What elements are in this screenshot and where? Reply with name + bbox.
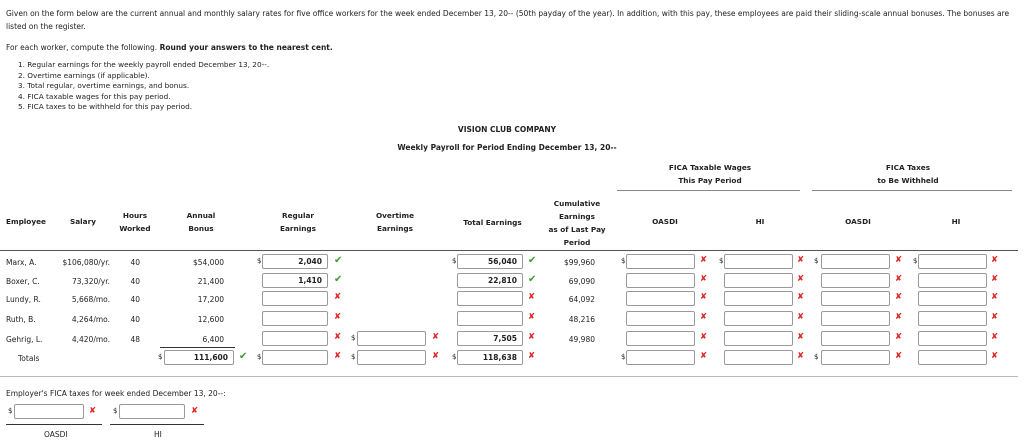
dollar-sign: $ xyxy=(621,257,626,265)
incorrect-icon: ✘ xyxy=(991,274,999,284)
hours-value: 48 xyxy=(130,335,140,344)
dollar-sign: $ xyxy=(351,353,356,361)
hi-wages-input[interactable] xyxy=(724,291,793,306)
header-rule xyxy=(0,250,1018,251)
employee-name: Ruth, B. xyxy=(6,315,36,324)
hours-value: 40 xyxy=(130,315,140,324)
col-regular: Regular Earnings xyxy=(280,211,316,233)
fica-taxes-header: FICA Taxes to Be Withheld xyxy=(877,163,939,185)
col-total: Total Earnings xyxy=(463,218,522,227)
employee-name: Lundy, R. xyxy=(6,295,41,304)
incorrect-icon: ✘ xyxy=(991,255,999,265)
instruction xyxy=(6,43,333,52)
dollar-sign: $ xyxy=(113,407,118,415)
overtime-earnings-input[interactable] xyxy=(357,331,426,346)
employee-name: Marx, A. xyxy=(6,258,37,267)
incorrect-icon: ✘ xyxy=(528,332,536,342)
regular-earnings-input[interactable]: 2,040 xyxy=(262,254,328,269)
oasdi-wages-input[interactable] xyxy=(626,291,695,306)
col-hi-wages: HI xyxy=(755,217,765,226)
overtime-total-input[interactable] xyxy=(357,350,426,365)
hi-wages-input[interactable] xyxy=(724,331,793,346)
incorrect-icon: ✘ xyxy=(797,312,805,322)
hi-tax-total-input[interactable] xyxy=(918,350,987,365)
steps-list xyxy=(18,60,269,113)
cumulative-value: $99,960 xyxy=(563,258,595,267)
correct-icon: ✔ xyxy=(239,351,248,362)
total-earnings-input[interactable]: 22,810 xyxy=(457,273,523,288)
incorrect-icon: ✘ xyxy=(700,255,708,265)
cumulative-value: 49,980 xyxy=(568,335,595,344)
company-title: VISION CLUB COMPANY xyxy=(457,125,557,134)
incorrect-icon: ✘ xyxy=(334,292,342,302)
col-hi-tax: HI xyxy=(951,217,961,226)
incorrect-icon: ✘ xyxy=(334,351,342,361)
hours-value: 40 xyxy=(130,258,140,267)
oasdi-wages-input[interactable] xyxy=(626,273,695,288)
employee-name: Boxer, C. xyxy=(6,277,40,286)
correct-icon: ✔ xyxy=(528,255,537,266)
incorrect-icon: ✘ xyxy=(334,312,342,322)
bonus-value: 21,400 xyxy=(197,277,224,286)
dollar-sign: $ xyxy=(351,334,356,342)
step-item: 1. Regular earnings for the weekly payroll ended December 13, 20--. xyxy=(18,60,270,69)
employer-oasdi-input[interactable] xyxy=(14,404,84,419)
salary-value: $106,080/yr. xyxy=(62,258,110,267)
incorrect-icon: ✘ xyxy=(797,292,805,302)
incorrect-icon: ✘ xyxy=(895,255,903,265)
regular-earnings-input[interactable] xyxy=(262,331,328,346)
incorrect-icon: ✘ xyxy=(991,292,999,302)
col-oasdi-wages: OASDI xyxy=(652,217,678,226)
bonus-total-input[interactable]: 111,600 xyxy=(164,350,234,365)
incorrect-icon: ✘ xyxy=(700,351,708,361)
employer-fica-label: Employer's FICA taxes for week ended December 13, 20--: xyxy=(6,389,226,398)
hours-value: 40 xyxy=(130,277,140,286)
col-hours: Hours Worked xyxy=(119,211,151,233)
incorrect-icon: ✘ xyxy=(991,351,999,361)
fica-wages-header: FICA Taxable Wages This Pay Period xyxy=(668,163,752,185)
oasdi-wages-input[interactable] xyxy=(626,311,695,326)
incorrect-icon: ✘ xyxy=(432,332,440,342)
dollar-sign: $ xyxy=(257,353,262,361)
underline xyxy=(6,424,102,425)
cumulative-value: 64,092 xyxy=(568,295,595,304)
incorrect-icon: ✘ xyxy=(797,351,805,361)
hi-wages-input[interactable] xyxy=(724,311,793,326)
incorrect-icon: ✘ xyxy=(528,312,536,322)
oasdi-wages-input[interactable] xyxy=(626,331,695,346)
oasdi-wages-total-input[interactable] xyxy=(626,350,695,365)
dollar-sign: $ xyxy=(452,353,457,361)
step-item: 3. Total regular, overtime earnings, and bonus. xyxy=(18,81,190,90)
col-oasdi-tax: OASDI xyxy=(845,217,871,226)
totals-label: Totals xyxy=(18,354,40,363)
col-employee: Employee xyxy=(6,217,46,226)
incorrect-icon: ✘ xyxy=(797,274,805,284)
correct-icon: ✔ xyxy=(334,274,343,285)
incorrect-icon: ✘ xyxy=(528,292,536,302)
incorrect-icon: ✘ xyxy=(895,332,903,342)
incorrect-icon: ✘ xyxy=(895,292,903,302)
col-cumulative: Cumulative Earnings as of Last Pay Period xyxy=(548,199,606,247)
dollar-sign: $ xyxy=(8,407,13,415)
col-bonus: Annual Bonus xyxy=(186,211,216,233)
correct-icon: ✔ xyxy=(334,255,343,266)
divider xyxy=(617,190,800,191)
dollar-sign: $ xyxy=(621,353,626,361)
total-earnings-input[interactable] xyxy=(457,311,523,326)
incorrect-icon: ✘ xyxy=(895,351,903,361)
salary-value: 5,668/mo. xyxy=(71,295,110,304)
underline xyxy=(160,347,235,348)
employer-hi-label: HI xyxy=(154,430,162,439)
footer-rule xyxy=(0,376,1018,377)
salary-value: 4,420/mo. xyxy=(71,335,110,344)
total-earnings-input[interactable]: 7,505 xyxy=(457,331,523,346)
intro-text: Given on the form below are the current annual and monthly salary rates for five office workers for the week ended December 13, 20-- (50th payday of the year). In addition, with this pay, these employees are paid their sliding-scale annual bonuses. The bonuses are listed on the register. xyxy=(6,9,1010,31)
dollar-sign: $ xyxy=(814,257,819,265)
correct-icon: ✔ xyxy=(528,274,537,285)
dollar-sign: $ xyxy=(719,257,724,265)
divider xyxy=(812,190,1012,191)
hi-tax-input[interactable] xyxy=(918,273,987,288)
incorrect-icon: ✘ xyxy=(895,312,903,322)
incorrect-icon: ✘ xyxy=(797,332,805,342)
incorrect-icon: ✘ xyxy=(700,332,708,342)
instruction-bold: Round your answers to the nearest cent. xyxy=(159,43,333,52)
incorrect-icon: ✘ xyxy=(334,332,342,342)
total-earnings-total-input[interactable]: 118,638 xyxy=(457,350,523,365)
incorrect-icon: ✘ xyxy=(700,274,708,284)
period-title: Weekly Payroll for Period Ending December 13, 20-- xyxy=(397,143,617,152)
oasdi-tax-input[interactable] xyxy=(821,331,890,346)
bonus-value: $54,000 xyxy=(192,258,224,267)
incorrect-icon: ✘ xyxy=(991,332,999,342)
incorrect-icon: ✘ xyxy=(895,274,903,284)
bonus-value: 17,200 xyxy=(197,295,224,304)
hi-tax-input[interactable] xyxy=(918,331,987,346)
underline xyxy=(110,424,204,425)
incorrect-icon: ✘ xyxy=(89,406,97,416)
employer-hi-input[interactable] xyxy=(119,404,185,419)
col-overtime: Overtime Earnings xyxy=(375,211,415,233)
incorrect-icon: ✘ xyxy=(432,351,440,361)
oasdi-tax-total-input[interactable] xyxy=(821,350,890,365)
bonus-value: 6,400 xyxy=(202,335,224,344)
incorrect-icon: ✘ xyxy=(191,406,199,416)
hours-value: 40 xyxy=(130,295,140,304)
step-item: 2. Overtime earnings (if applicable). xyxy=(18,70,150,80)
cumulative-value: 69,090 xyxy=(568,277,595,286)
employer-oasdi-label: OASDI xyxy=(44,430,68,439)
dollar-sign: $ xyxy=(158,353,163,361)
incorrect-icon: ✘ xyxy=(700,292,708,302)
col-salary: Salary xyxy=(70,217,96,226)
hi-wages-input[interactable] xyxy=(724,254,793,269)
incorrect-icon: ✘ xyxy=(528,351,536,361)
oasdi-wages-input[interactable] xyxy=(626,254,695,269)
step-item: 5. FICA taxes to be withheld for this pay period. xyxy=(18,102,193,111)
oasdi-tax-input[interactable] xyxy=(821,254,890,269)
hi-wages-total-input[interactable] xyxy=(724,350,793,365)
regular-earnings-input[interactable]: 1,410 xyxy=(262,273,328,288)
dollar-sign: $ xyxy=(257,257,262,265)
regular-earnings-input[interactable] xyxy=(262,311,328,326)
dollar-sign: $ xyxy=(814,353,819,361)
step-item: 4. FICA taxable wages for this pay period. xyxy=(18,91,171,101)
incorrect-icon: ✘ xyxy=(991,312,999,322)
regular-total-input[interactable] xyxy=(262,350,328,365)
hi-tax-input[interactable] xyxy=(918,311,987,326)
total-earnings-input[interactable] xyxy=(457,291,523,306)
hi-wages-input[interactable] xyxy=(724,273,793,288)
instruction-prefix: For each worker, compute the following. xyxy=(6,43,158,52)
dollar-sign: $ xyxy=(452,257,457,265)
total-earnings-input[interactable]: 56,040 xyxy=(457,254,523,269)
cumulative-value: 48,216 xyxy=(568,315,595,324)
salary-value: 73,320/yr. xyxy=(72,277,110,286)
bonus-value: 12,600 xyxy=(197,315,224,324)
oasdi-tax-input[interactable] xyxy=(821,311,890,326)
dollar-sign: $ xyxy=(913,257,918,265)
hi-tax-input[interactable] xyxy=(918,254,987,269)
employee-name: Gehrig, L. xyxy=(6,335,43,344)
incorrect-icon: ✘ xyxy=(797,255,805,265)
salary-value: 4,264/mo. xyxy=(71,315,110,324)
oasdi-tax-input[interactable] xyxy=(821,273,890,288)
hi-tax-input[interactable] xyxy=(918,291,987,306)
oasdi-tax-input[interactable] xyxy=(821,291,890,306)
regular-earnings-input[interactable] xyxy=(262,291,328,306)
incorrect-icon: ✘ xyxy=(700,312,708,322)
